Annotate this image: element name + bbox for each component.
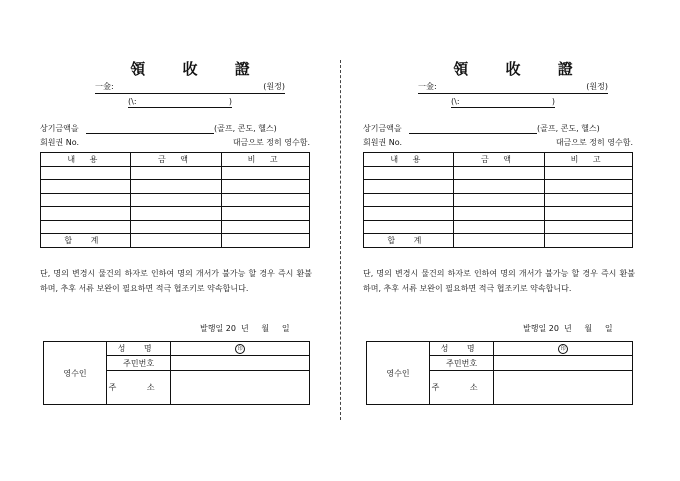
item-cell	[130, 220, 222, 234]
items-row	[41, 207, 310, 221]
item-cell	[41, 193, 131, 207]
member-line	[40, 138, 320, 149]
issue-date: 발행일 20 년 월 일	[523, 324, 613, 333]
header-content: 내 용	[364, 153, 454, 167]
member-line	[363, 138, 643, 149]
header-content: 내 용	[41, 153, 131, 167]
items-row	[364, 180, 633, 194]
item-cell	[545, 220, 633, 234]
item-cell	[453, 180, 545, 194]
sum-line	[40, 124, 320, 135]
item-cell	[130, 180, 222, 194]
total-label: 합 계	[41, 234, 131, 248]
sum-line	[363, 124, 643, 135]
name-label: 성 명	[107, 342, 171, 356]
total-remarks-cell	[545, 234, 633, 248]
items-row	[364, 166, 633, 180]
sum-label: 상기금액을	[40, 124, 79, 133]
name-value-cell	[494, 342, 633, 356]
item-cell	[453, 207, 545, 221]
items-row	[364, 193, 633, 207]
name-label: 성 명	[430, 342, 494, 356]
item-cell	[364, 193, 454, 207]
sum-label: 상기금액을	[363, 124, 402, 133]
amount-unit: (원정)	[263, 82, 285, 91]
item-cell	[41, 166, 131, 180]
sum-tail: (골프, 콘도, 헬스)	[214, 124, 277, 133]
receiver-table	[366, 341, 633, 405]
note-text: 단, 명의 변경시 물건의 하자로 인하여 명의 개서가 불가능 할 경우 즉시 환불하며, 추후 서류 보완이 필요하면 적극 협조키로 약속합니다.	[363, 269, 635, 293]
won-close: )	[551, 97, 555, 106]
won-open: (\:	[451, 97, 460, 106]
header-remarks: 비 고	[222, 153, 310, 167]
receipt-right	[363, 0, 663, 481]
member-label: 회원권 No.	[40, 138, 80, 147]
note-text: 단, 명의 변경시 물건의 하자로 인하여 명의 개서가 불가능 할 경우 즉시 환불하며, 추후 서류 보완이 필요하면 적극 협조키로 약속합니다.	[40, 269, 312, 293]
items-table	[363, 152, 633, 248]
id-value-cell	[494, 356, 633, 370]
header-amount: 금 액	[453, 153, 545, 167]
total-amount-cell	[130, 234, 222, 248]
items-total-row	[41, 234, 310, 248]
item-cell	[545, 180, 633, 194]
item-cell	[222, 220, 310, 234]
item-cell	[364, 166, 454, 180]
seal-icon: 印	[235, 344, 245, 354]
receipt-title: 領 收 證	[130, 60, 266, 78]
items-row	[41, 166, 310, 180]
address-label: 주 소	[430, 370, 494, 404]
receiver-label: 영수인	[44, 342, 107, 405]
total-amount-cell	[453, 234, 545, 248]
item-cell	[364, 180, 454, 194]
won-open: (\:	[128, 97, 137, 106]
items-total-row	[364, 234, 633, 248]
header-amount: 금 액	[130, 153, 222, 167]
amount-unit: (원정)	[586, 82, 608, 91]
item-cell	[41, 207, 131, 221]
item-cell	[130, 193, 222, 207]
total-remarks-cell	[222, 234, 310, 248]
total-label: 합 계	[364, 234, 454, 248]
issue-date: 발행일 20 년 월 일	[200, 324, 290, 333]
items-row	[41, 220, 310, 234]
id-label: 주민번호	[430, 356, 494, 370]
sum-tail: (골프, 콘도, 헬스)	[537, 124, 600, 133]
id-label: 주민번호	[107, 356, 171, 370]
items-row	[364, 220, 633, 234]
seal-icon: 印	[558, 344, 568, 354]
address-label: 주 소	[107, 370, 171, 404]
item-cell	[130, 166, 222, 180]
item-cell	[453, 193, 545, 207]
receiver-label: 영수인	[367, 342, 430, 405]
sum-blank	[86, 133, 214, 134]
name-value-cell	[171, 342, 310, 356]
amount-label: 一金:	[418, 82, 437, 91]
amount-line	[95, 82, 285, 94]
item-cell	[364, 220, 454, 234]
address-value-cell	[171, 370, 310, 404]
member-tail: 대금으로 정히 영수함.	[555, 138, 633, 147]
items-header-row	[41, 153, 310, 167]
address-value-cell	[494, 370, 633, 404]
amount-line	[418, 82, 608, 94]
header-remarks: 비 고	[545, 153, 633, 167]
item-cell	[222, 166, 310, 180]
receiver-table	[43, 341, 310, 405]
sum-blank	[409, 133, 537, 134]
items-row	[364, 207, 633, 221]
items-row	[41, 180, 310, 194]
items-table	[40, 152, 310, 248]
won-line	[451, 96, 555, 108]
amount-label: 一金:	[95, 82, 114, 91]
item-cell	[545, 166, 633, 180]
item-cell	[453, 220, 545, 234]
item-cell	[222, 180, 310, 194]
item-cell	[453, 166, 545, 180]
id-value-cell	[171, 356, 310, 370]
item-cell	[41, 220, 131, 234]
receipt-left	[40, 0, 340, 481]
member-tail: 대금으로 정히 영수함.	[232, 138, 310, 147]
won-line	[128, 96, 232, 108]
won-close: )	[228, 97, 232, 106]
items-header-row	[364, 153, 633, 167]
cut-line	[340, 60, 341, 420]
member-label: 회원권 No.	[363, 138, 403, 147]
item-cell	[130, 207, 222, 221]
items-row	[41, 193, 310, 207]
item-cell	[41, 180, 131, 194]
item-cell	[222, 207, 310, 221]
receipt-title: 領 收 證	[453, 60, 589, 78]
item-cell	[222, 193, 310, 207]
item-cell	[545, 207, 633, 221]
item-cell	[545, 193, 633, 207]
item-cell	[364, 207, 454, 221]
